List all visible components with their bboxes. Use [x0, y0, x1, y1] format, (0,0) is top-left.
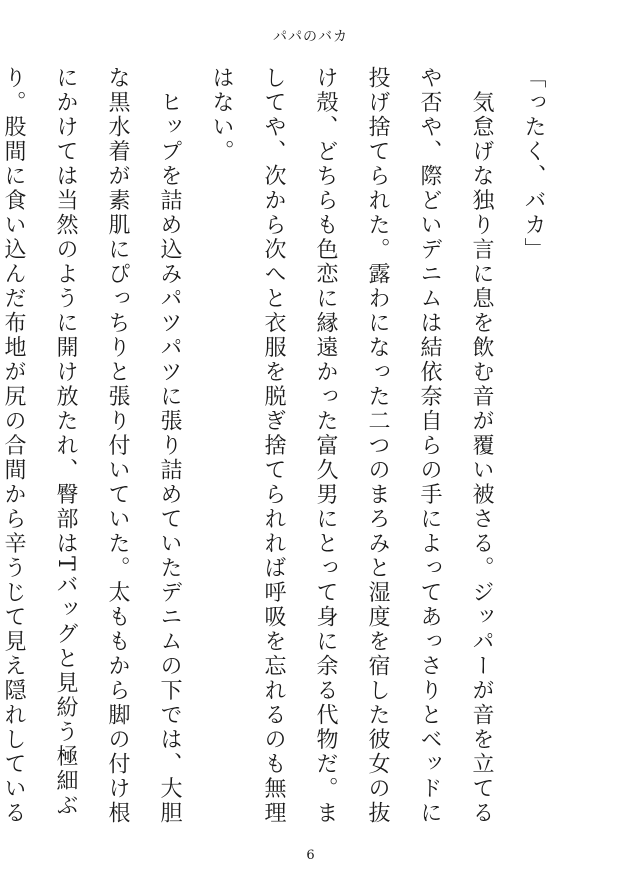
page-number: 6	[306, 848, 315, 863]
paragraph: 気怠げな独り言に息を飲む音が覆い被さる。ジッパーが音を立てるや否や、際どいデニムは結依奈自らの手によってあっさりとベッドに投げ捨てられた。露わになった二つのまろみと湿度を宿した彼女の抜け殻、どちらも色恋に縁遠かった富久男にとって身に余る代物だ。ましてや、次から次へと衣服を脱ぎ捨てられれば呼吸を忘れるのも無理はない。	[209, 66, 494, 826]
paragraph: 「ったく、バカ」	[521, 66, 546, 262]
body-text	[0, 66, 559, 846]
paragraph: ヒップを詰め込みパツパツに張り詰めていたデニムの下では、大胆な黒水着が素肌にぴっちりと張り付いていた。太ももから脚の付け根にかけては当然のように開け放たれ、臀部はTバッグと見紛う極細ぶり。股間に食い込んだ布地が尻の合間から辛うじて見え隠れしている	[1, 66, 182, 826]
page-title: パパのバカ	[273, 29, 348, 45]
